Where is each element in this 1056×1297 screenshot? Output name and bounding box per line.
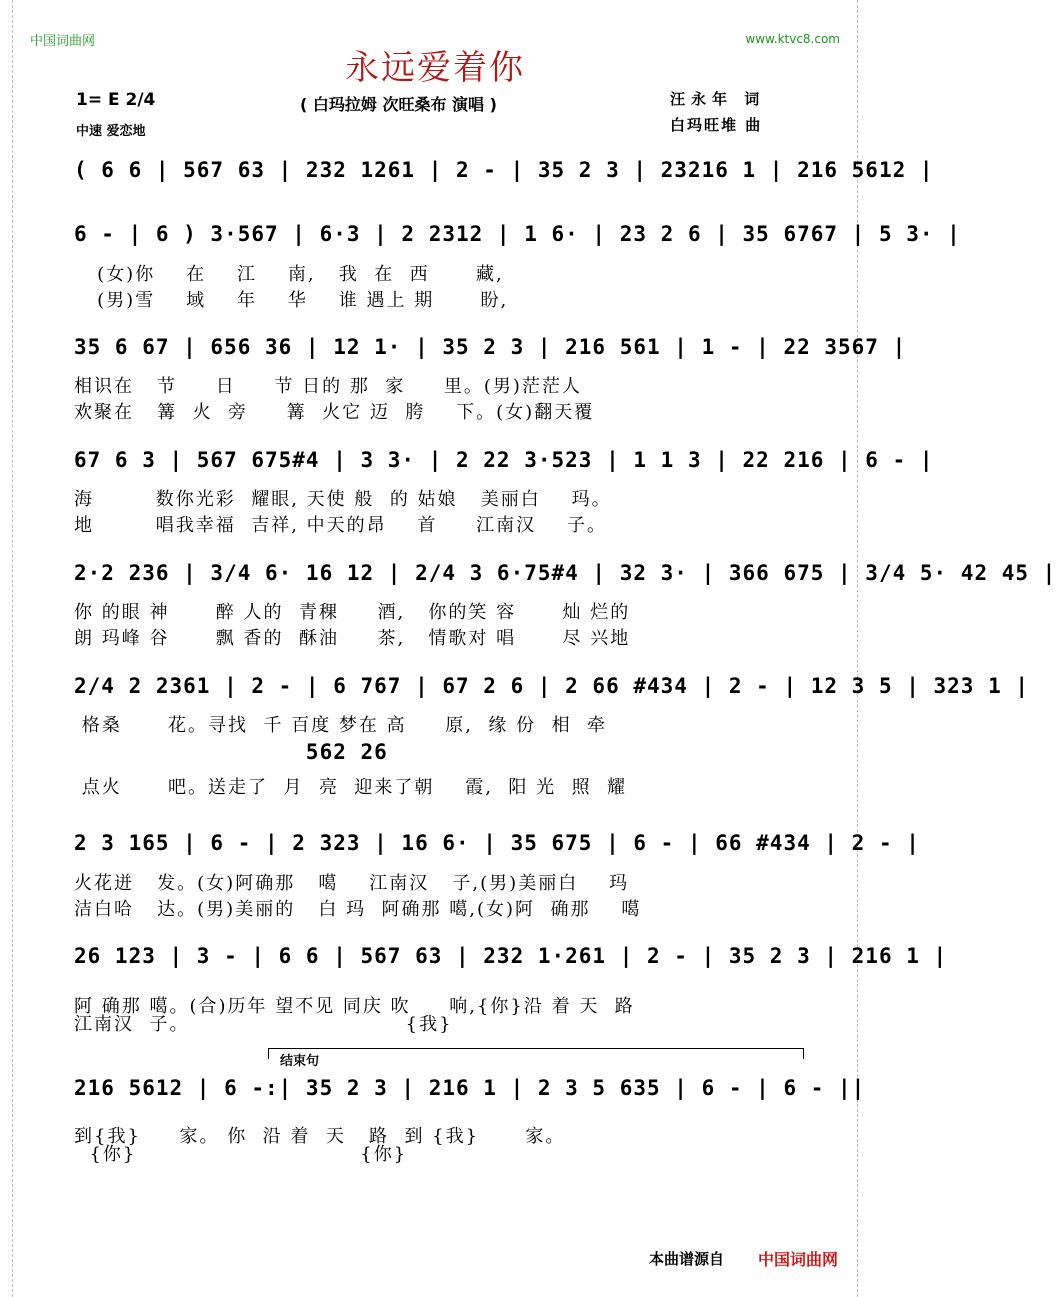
performers: ( 白玛拉姆 次旺桑布 演唱 )	[300, 95, 497, 114]
ending-bracket	[268, 1048, 804, 1059]
score-row-8-lyric-1: 阿 确那 噶。(合)历年 望不见 同庆 吹 响,{你}沿 着 天 路	[74, 996, 635, 1017]
score-row-5-lyric-1: 你 的眼 神 醉 人的 青稞 酒, 你的笑 容 灿 烂的	[74, 602, 631, 623]
composer: 白玛旺堆 曲	[670, 116, 763, 134]
score-row-2-lyric-1: (女)你 在 江 南, 我 在 西 藏,	[74, 264, 504, 285]
score-row-6-notes: 2/4 2 2361 | 2 - | 6 767 | 67 2 6 | 2 66 #434 | 2 - | 12 3 5 | 323 1 |	[74, 674, 1030, 698]
score-row-9-notes: 216 5612 | 6 -:| 35 2 3 | 216 1 | 2 3 5 635 | 6 - | 6 - ||	[74, 1076, 866, 1100]
score-row-7-notes: 2 3 165 | 6 - | 2 323 | 16 6· | 35 675 | 6 - | 66 #434 | 2 - |	[74, 831, 920, 855]
score-row-3-lyric-1: 相识在 节 日 节 日的 那 家 里。(男)茫茫人	[74, 376, 582, 397]
score-row-1-notes: ( 6 6 | 567 63 | 232 1261 | 2 - | 35 2 3 | 23216 1 | 216 5612 |	[74, 158, 934, 182]
site-name-left[interactable]: 中国词曲网	[30, 34, 96, 49]
score-row-9-lyric-1: 到{我} 家。 你 沿 着 天 路 到 {我} 家。	[74, 1126, 566, 1147]
site-url-right[interactable]: www.ktvc8.com	[745, 32, 840, 46]
score-row-2-lyric-2: (男)雪 域 年 华 谁 遇上 期 盼,	[74, 290, 509, 311]
score-row-8-notes: 26 123 | 3 - | 6 6 | 567 63 | 232 1·261 | 2 - | 35 2 3 | 216 1 |	[74, 944, 948, 968]
source-site[interactable]: 中国词曲网	[757, 1250, 838, 1269]
right-watermark-strip	[857, 0, 870, 1297]
score-row-4-lyric-2: 地 唱我幸福 吉祥, 中天的昂 首 江南汉 子。	[74, 515, 608, 536]
ending-label: 结束句	[280, 1054, 320, 1069]
tempo-marking: 中速 爱恋地	[76, 124, 146, 139]
source-label: 本曲谱源自	[648, 1250, 724, 1268]
score-row-3-notes: 35 6 67 | 656 36 | 12 1· | 35 2 3 | 216 561 | 1 - | 22 3567 |	[74, 335, 907, 359]
lyricist: 汪永年 词	[670, 90, 766, 108]
left-watermark-strip	[0, 0, 13, 1297]
score-row-5-lyric-2: 朗 玛峰 谷 飘 香的 酥油 茶, 情歌对 唱 尽 兴地	[74, 628, 631, 649]
score-row-6-lyric-2: 点火 吧。送走了 月 亮 迎来了朝 霞, 阳 光 照 耀	[74, 777, 628, 798]
score-row-5-notes: 2·2 236 | 3/4 6· 16 12 | 2/4 3 6·75#4 | 32 3· | 366 675 | 3/4 5· 42 45 |	[74, 561, 1056, 585]
score-row-6-lyric-1: 格桑 花。寻找 千 百度 梦在 高 原, 缘 份 相 牵	[74, 715, 608, 736]
score-row-2-notes: 6 - | 6 ) 3·567 | 6·3 | 2 2312 | 1 6· | 23 2 6 | 35 6767 | 5 3· |	[74, 222, 961, 246]
score-row-7-lyric-2: 洁白哈 达。(男)美丽的 白 玛 阿确那 噶,(女)阿 确那 噶	[74, 899, 642, 920]
score-row-6-alt-notes: 562 26	[74, 740, 388, 764]
score-row-9-lyric-2: {你} {你}	[74, 1144, 408, 1165]
score-row-4-notes: 67 6 3 | 567 675#4 | 3 3· | 2 22 3·523 | 1 1 3 | 22 216 | 6 - |	[74, 448, 934, 472]
song-title: 永远爱着你	[345, 48, 525, 88]
score-row-8-lyric-2: 江南汉 子。 {我}	[74, 1014, 453, 1035]
score-row-3-lyric-2: 欢聚在 篝 火 旁 篝 火它 迈 胯 下。(女)翻天覆	[74, 402, 595, 423]
key-signature: 1= E 2/4	[76, 90, 156, 110]
score-row-7-lyric-1: 火花迸 发。(女)阿确那 噶 江南汉 子,(男)美丽白 玛	[74, 873, 630, 894]
score-row-4-lyric-1: 海 数你光彩 耀眼, 天使 般 的 姑娘 美丽白 玛。	[74, 489, 612, 510]
